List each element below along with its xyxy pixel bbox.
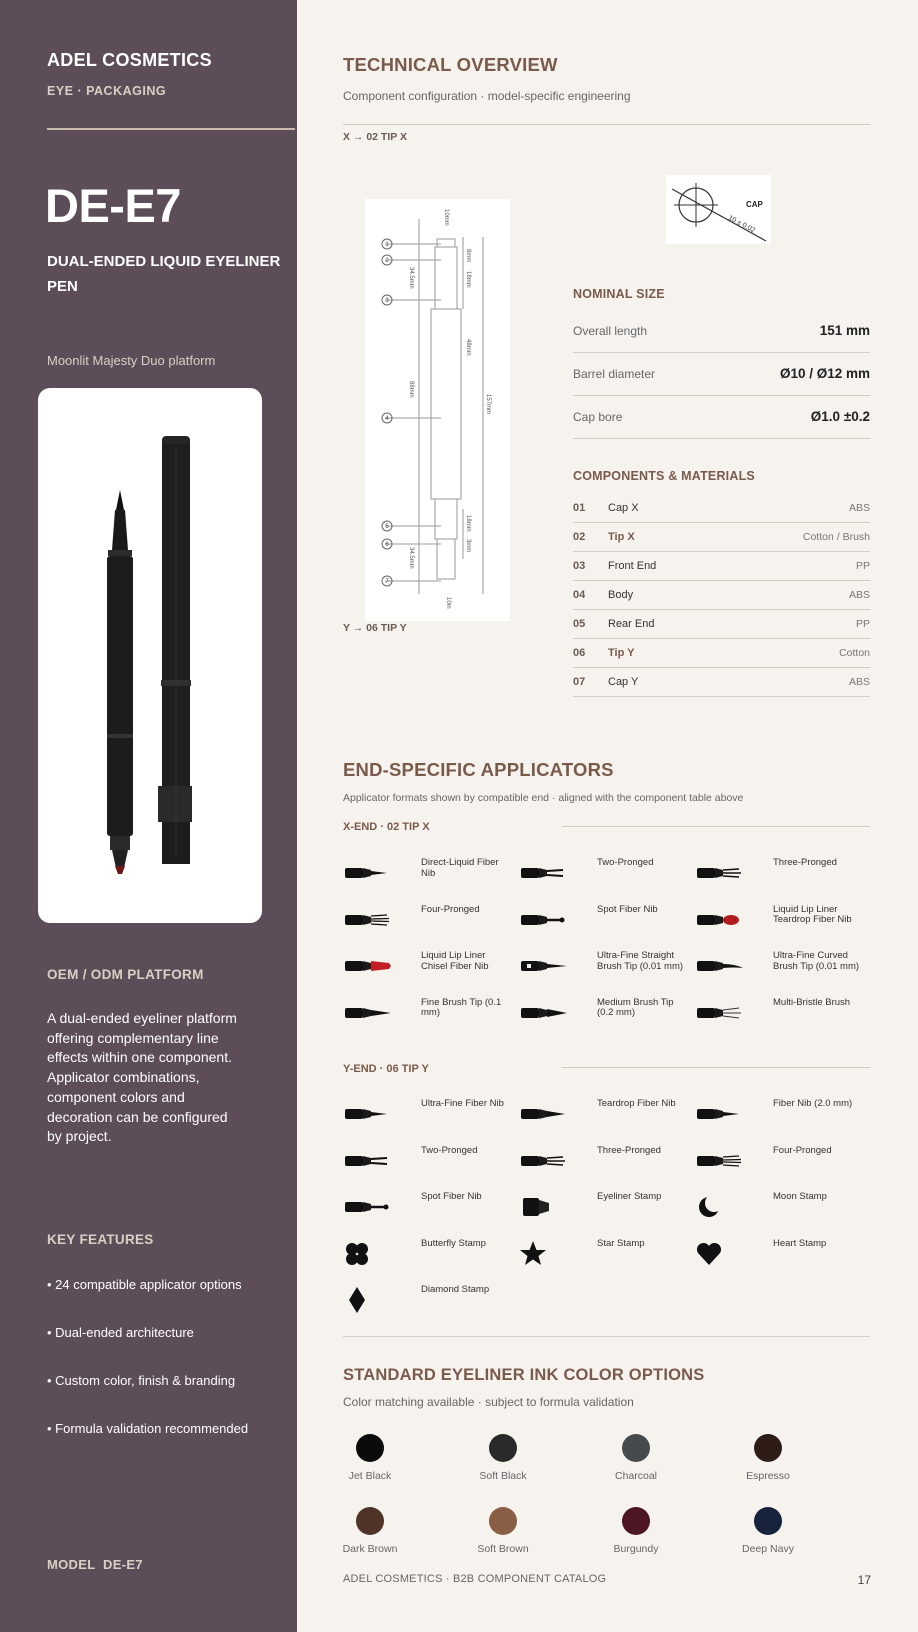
diamond-stamp-icon [343, 1285, 391, 1313]
component-material: Cotton / Brush [802, 531, 870, 543]
heart-stamp-icon [695, 1239, 743, 1267]
feature-item: • Dual-ended architecture [47, 1325, 194, 1340]
spot-nib-icon [519, 905, 567, 933]
applicator-label: Two-Pronged [597, 857, 654, 868]
size-value: 151 mm [819, 323, 870, 338]
size-row [573, 310, 870, 353]
applicator-label: Fine Brush Tip (0.1 mm) [421, 996, 502, 1018]
applicator-option [343, 905, 513, 945]
dimension-label: 48mm [465, 339, 471, 356]
callout-number: 3 [385, 298, 389, 304]
component-material: ABS [848, 676, 870, 688]
applicator-label: Four-Pronged [421, 903, 480, 915]
color-dot [356, 1507, 384, 1535]
applicator-option [519, 905, 689, 945]
callout-number: 6 [385, 542, 389, 548]
applicator-option [343, 1146, 513, 1186]
y-end-divider [562, 1067, 870, 1068]
applicator-option [343, 1239, 513, 1279]
teardrop-nib-icon [519, 1099, 567, 1127]
applicator-option [695, 1239, 865, 1279]
multi-bristle-icon [695, 998, 743, 1026]
component-material: Cotton [839, 647, 870, 659]
ink-colors-subtitle: Color matching available · subject to formula validation [343, 1395, 634, 1409]
applicator-label: Four-Pronged [773, 1144, 832, 1156]
applicator-option [519, 1099, 689, 1139]
size-row [573, 396, 870, 439]
x-end-divider [562, 826, 870, 827]
dimension-label: 88mm [408, 381, 414, 398]
color-dot [489, 1434, 517, 1462]
dimension-label: 3mm [465, 539, 471, 553]
applicator-option [695, 998, 865, 1038]
y-end-tag: Y → 06 TIP Y [343, 622, 407, 634]
color-dot [622, 1507, 650, 1535]
applicator-option [343, 998, 513, 1038]
color-name: Soft Brown [477, 1543, 529, 1555]
dimension-label: 157mm [485, 394, 491, 415]
cap-tolerance: 10 ± 0.02 [727, 214, 757, 235]
color-name: Deep Navy [742, 1543, 794, 1555]
size-value: Ø1.0 ±0.2 [810, 409, 870, 424]
color-dot [356, 1434, 384, 1462]
color-name: Jet Black [348, 1470, 392, 1482]
applicator-option [695, 1099, 865, 1139]
applicator-option [695, 905, 865, 945]
color-dot [622, 1434, 650, 1462]
applicator-label: Ultra-Fine Curved Brush Tip (0.01 mm) [773, 950, 860, 972]
applicator-label: Medium Brush Tip (0.2 mm) [597, 996, 674, 1018]
applicator-label: Butterfly Stamp [421, 1237, 486, 1249]
component-material: PP [855, 560, 870, 572]
dimension-label: 34.5mm [408, 547, 414, 569]
ink-color-swatch [586, 1507, 686, 1555]
lip-chisel-icon [343, 951, 391, 979]
applicator-option [343, 1285, 513, 1325]
component-row [573, 610, 870, 639]
applicator-label: Ultra-Fine Fiber Nib [421, 1098, 504, 1109]
oem-description: A dual-ended eyeliner platform offering complementary line effects within one component. Applicator combinations, component colors and decoration can be configured by project. [47, 1010, 237, 1145]
applicator-label: Fiber Nib (2.0 mm) [773, 1098, 853, 1109]
applicator-label: Teardrop Fiber Nib [597, 1098, 676, 1109]
color-dot [489, 1507, 517, 1535]
color-dot [754, 1434, 782, 1462]
medium-brush-icon [519, 998, 567, 1026]
brand-category: EYE · PACKAGING [47, 84, 167, 98]
component-number: 01 [573, 502, 586, 514]
model-description: DUAL-ENDED LIQUID EYELINER PEN [47, 253, 281, 295]
applicators-title: END-SPECIFIC APPLICATORS [343, 759, 614, 780]
four-prong-icon [343, 905, 391, 933]
nominal-size-title: NOMINAL SIZE [573, 287, 665, 301]
fine-brush-icon [343, 998, 391, 1026]
size-value: Ø10 / Ø12 mm [779, 366, 870, 381]
straight-brush-icon [519, 951, 567, 979]
applicator-option [695, 1192, 865, 1232]
feature-item: • 24 compatible applicator options [47, 1277, 242, 1292]
component-name: Front End [608, 560, 657, 572]
component-number: 06 [573, 647, 586, 659]
ink-color-swatch [453, 1434, 553, 1482]
page-number: 17 [857, 1573, 871, 1587]
applicator-label: Liquid Lip Liner Teardrop Fiber Nib [773, 903, 852, 925]
fiber-nib-icon [343, 1099, 391, 1127]
technical-overview-subtitle: Component configuration · model-specific engineering [343, 89, 631, 103]
component-material: ABS [848, 589, 870, 601]
feature-item: • Formula validation recommended [47, 1421, 249, 1436]
applicator-label: Direct-Liquid Fiber Nib [421, 857, 499, 879]
fiber-nib-icon [343, 858, 391, 886]
ink-color-swatch [718, 1507, 818, 1555]
applicator-label: Three-Pronged [773, 857, 837, 868]
ink-color-swatch [718, 1434, 818, 1482]
applicator-option [519, 858, 689, 898]
applicator-option [519, 998, 689, 1038]
applicator-option [343, 1099, 513, 1139]
callout-number: 7 [385, 579, 389, 585]
size-label: Barrel diameter [573, 367, 656, 381]
callout-number: 1 [385, 242, 389, 248]
applicator-label: Spot Fiber Nib [597, 903, 658, 915]
applicator-label: Eyeliner Stamp [597, 1191, 662, 1202]
color-name: Soft Black [479, 1470, 527, 1482]
two-prong-icon [519, 858, 567, 886]
component-name: Tip Y [608, 647, 635, 659]
ink-colors-title: STANDARD EYELINER INK COLOR OPTIONS [343, 1366, 705, 1384]
color-name: Espresso [746, 1470, 790, 1482]
star-stamp-icon [519, 1239, 567, 1267]
spot-nib-icon [343, 1192, 391, 1220]
oem-title: OEM / ODM PLATFORM [47, 967, 204, 982]
section-divider [343, 124, 870, 125]
component-row [573, 581, 870, 610]
component-row [573, 494, 870, 523]
eyeliner-stamp-icon [519, 1192, 567, 1220]
feature-item: • Custom color, finish & branding [47, 1373, 236, 1388]
component-name: Tip X [608, 531, 635, 543]
cap-tolerance-svg [666, 175, 771, 244]
applicator-option [519, 1239, 689, 1279]
butterfly-stamp-icon [343, 1239, 391, 1267]
component-number: 07 [573, 676, 586, 688]
key-features-title: KEY FEATURES [47, 1232, 154, 1247]
size-label: Cap bore [573, 410, 623, 424]
applicator-label: Moon Stamp [773, 1191, 827, 1202]
three-prong-icon [519, 1146, 567, 1174]
size-row [573, 353, 870, 396]
applicator-option [343, 1192, 513, 1232]
callout-number: 4 [385, 416, 389, 422]
color-name: Burgundy [613, 1543, 659, 1555]
x-end-title: X-END · 02 TIP X [343, 821, 430, 833]
components-title: COMPONENTS & MATERIALS [573, 469, 755, 483]
sidebar [0, 0, 297, 1632]
dimension-label: 18mm [465, 271, 471, 288]
color-name: Dark Brown [342, 1543, 398, 1555]
applicator-label: Star Stamp [597, 1237, 645, 1249]
applicator-label: Multi-Bristle Brush [773, 996, 851, 1008]
dimension-label: 34.5mm [408, 267, 414, 289]
dimension-label: 8mm [465, 249, 471, 263]
eyeliner-pen-image [38, 388, 262, 923]
ink-color-swatch [320, 1434, 420, 1482]
component-row [573, 668, 870, 697]
size-label: Overall length [573, 324, 648, 338]
sidebar-divider [47, 128, 295, 130]
catalog-footer: ADEL COSMETICS · B2B COMPONENT CATALOG [343, 1573, 607, 1585]
platform-name: Moonlit Majesty Duo platform [47, 353, 216, 368]
component-name: Cap X [608, 502, 639, 514]
applicator-option [519, 951, 689, 991]
color-dot [754, 1507, 782, 1535]
applicator-option [695, 858, 865, 898]
component-number: 04 [573, 589, 586, 601]
technical-drawing [365, 199, 510, 621]
applicator-label: Diamond Stamp [421, 1284, 490, 1295]
component-number: 05 [573, 618, 586, 630]
three-prong-icon [695, 858, 743, 886]
brand-name: ADEL COSMETICS [47, 50, 212, 70]
component-number: 02 [573, 531, 586, 543]
applicator-option [519, 1192, 689, 1232]
lip-teardrop-icon [695, 905, 743, 933]
component-material: PP [855, 618, 870, 630]
fiber-nib-icon [695, 1099, 743, 1127]
component-name: Body [608, 589, 634, 601]
ink-color-swatch [586, 1434, 686, 1482]
product-photo [38, 388, 262, 923]
dimension-label: 10mm [443, 209, 449, 226]
component-row [573, 639, 870, 668]
component-material: ABS [848, 502, 870, 514]
applicators-subtitle: Applicator formats shown by compatible end · aligned with the component table above [343, 792, 744, 804]
two-prong-icon [343, 1146, 391, 1174]
four-prong-icon [695, 1146, 743, 1174]
dimension-drawing-svg [365, 199, 510, 621]
dimension-label: 18mm [465, 515, 471, 532]
applicator-option [695, 1146, 865, 1186]
ink-color-swatch [453, 1507, 553, 1555]
callout-number: 5 [385, 524, 389, 530]
applicator-option [343, 858, 513, 898]
cap-detail-drawing [666, 175, 771, 244]
applicator-label: Heart Stamp [773, 1237, 827, 1249]
curved-brush-icon [695, 951, 743, 979]
applicator-option [519, 1146, 689, 1186]
callout-number: 2 [385, 258, 389, 264]
color-name: Charcoal [614, 1470, 658, 1482]
ink-color-swatch [320, 1507, 420, 1555]
dimension-label: 10m [445, 597, 451, 609]
applicator-option [695, 951, 865, 991]
model-footer: MODEL DE-E7 [47, 1557, 143, 1572]
component-name: Rear End [608, 618, 655, 630]
section-divider [343, 1336, 870, 1337]
applicator-option [343, 951, 513, 991]
y-end-title: Y-END · 06 TIP Y [343, 1063, 429, 1075]
cap-label: CAP [746, 200, 763, 209]
component-row [573, 523, 870, 552]
applicator-label: Ultra-Fine Straight Brush Tip (0.01 mm) [597, 950, 684, 972]
applicator-label: Two-Pronged [421, 1144, 478, 1156]
model-number: DE-E7 [45, 179, 181, 232]
applicator-label: Liquid Lip Liner Chisel Fiber Nib [421, 950, 489, 972]
component-name: Cap Y [608, 676, 639, 688]
component-number: 03 [573, 560, 586, 572]
x-end-tag: X → 02 TIP X [343, 131, 407, 143]
applicator-label: Three-Pronged [597, 1144, 661, 1156]
technical-overview-title: TECHNICAL OVERVIEW [343, 54, 558, 75]
component-row [573, 552, 870, 581]
moon-stamp-icon [695, 1192, 743, 1220]
applicator-label: Spot Fiber Nib [421, 1191, 482, 1202]
